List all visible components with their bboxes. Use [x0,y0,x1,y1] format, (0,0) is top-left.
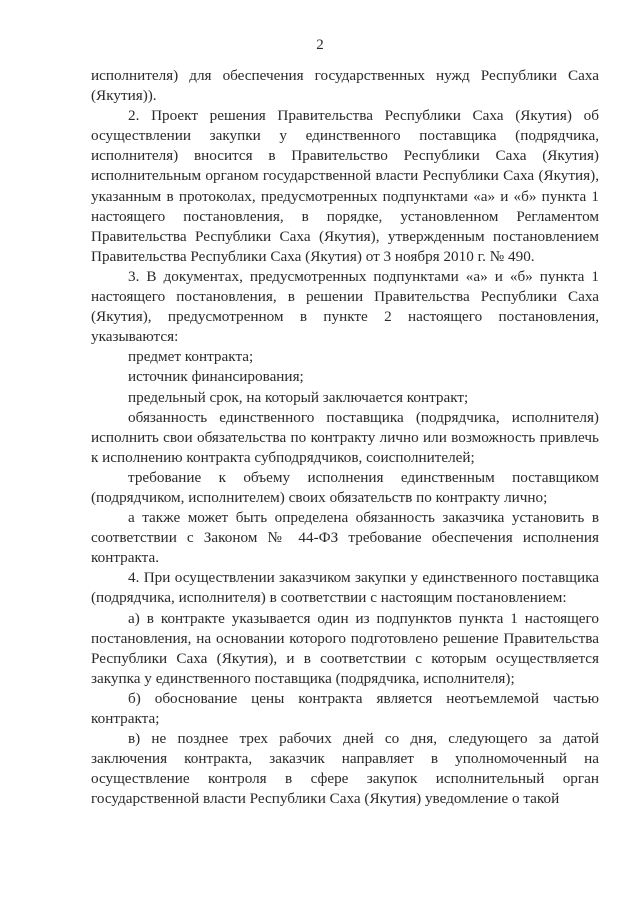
paragraph-item-4: 4. При осуществлении заказчиком закупки у единственного поставщика (подрядчика, исполнителя) в соответствии с настоящим постановлением: [91,569,599,607]
continuation-paragraph: исполнителя) для обеспечения государственных нужд Республики Саха (Якутия)). [91,67,599,105]
subparagraph-a: а) в контракте указывается один из подпунктов пункта 1 настоящего постановления, на основании которого подготовлено решение Правительства Республики Саха (Якутия), и в соответствии с которым осуществляется закупка у единственного поставщика (подрядчика, исполнителя); [91,609,599,687]
paragraph-obligation: обязанность единственного поставщика (подрядчика, исполнителя) исполнить свои обязательства по контракту лично или возможность привлечь к исполнению контракта субподрядчиков, соисполнителей; [91,408,599,466]
list-item-subject: предмет контракта; [128,348,254,366]
page-number: 2 [316,37,324,53]
list-item-funding: источник финансирования; [128,368,304,386]
subparagraph-b: б) обоснование цены контракта является неотъемлемой частью контракта; [91,689,599,727]
paragraph-guarantee: а также может быть определена обязанность заказчика установить в соответствии с Законом № 44-ФЗ требование обеспечения исполнения контракта. [91,509,599,567]
paragraph-item-2: 2. Проект решения Правительства Республики Саха (Якутия) об осуществлении закупки у единственного поставщика (подрядчика, исполнителя) вносится в Правительство Республики Саха (Якутия) исполнительным органом государственной власти Республики Саха (Якутия), указанным в протоколах, предусмотренных подпунктами «а» и «б» пункта 1 настоящего постановления, в порядке, установленном Регламентом Правительства Республики Саха (Якутия), утвержденным постановлением Правительства Республики Саха (Якутия) от 3 ноября 2010 г. № 490. [91,107,599,265]
paragraph-item-3: 3. В документах, предусмотренных подпунктами «а» и «б» пункта 1 настоящего постановления, в решении Правительства Республики Саха (Якутия), предусмотренном в пункте 2 настоящего постановления, указываются: [91,267,599,346]
subparagraph-v: в) не позднее трех рабочих дней со дня, следующего за датой заключения контракта, заказчик направляет в уполномоченный на осуществление контроля в сфере закупок исполнительный орган государственной власти Республики Саха (Якутия) уведомление о такой [91,730,599,808]
document-body [91,66,599,809]
list-item-term: предельный срок, на который заключается контракт; [128,388,469,406]
paragraph-volume: требование к объему исполнения единственным поставщиком (подрядчиком, исполнителем) своих обязательств по контракту лично; [91,468,599,506]
